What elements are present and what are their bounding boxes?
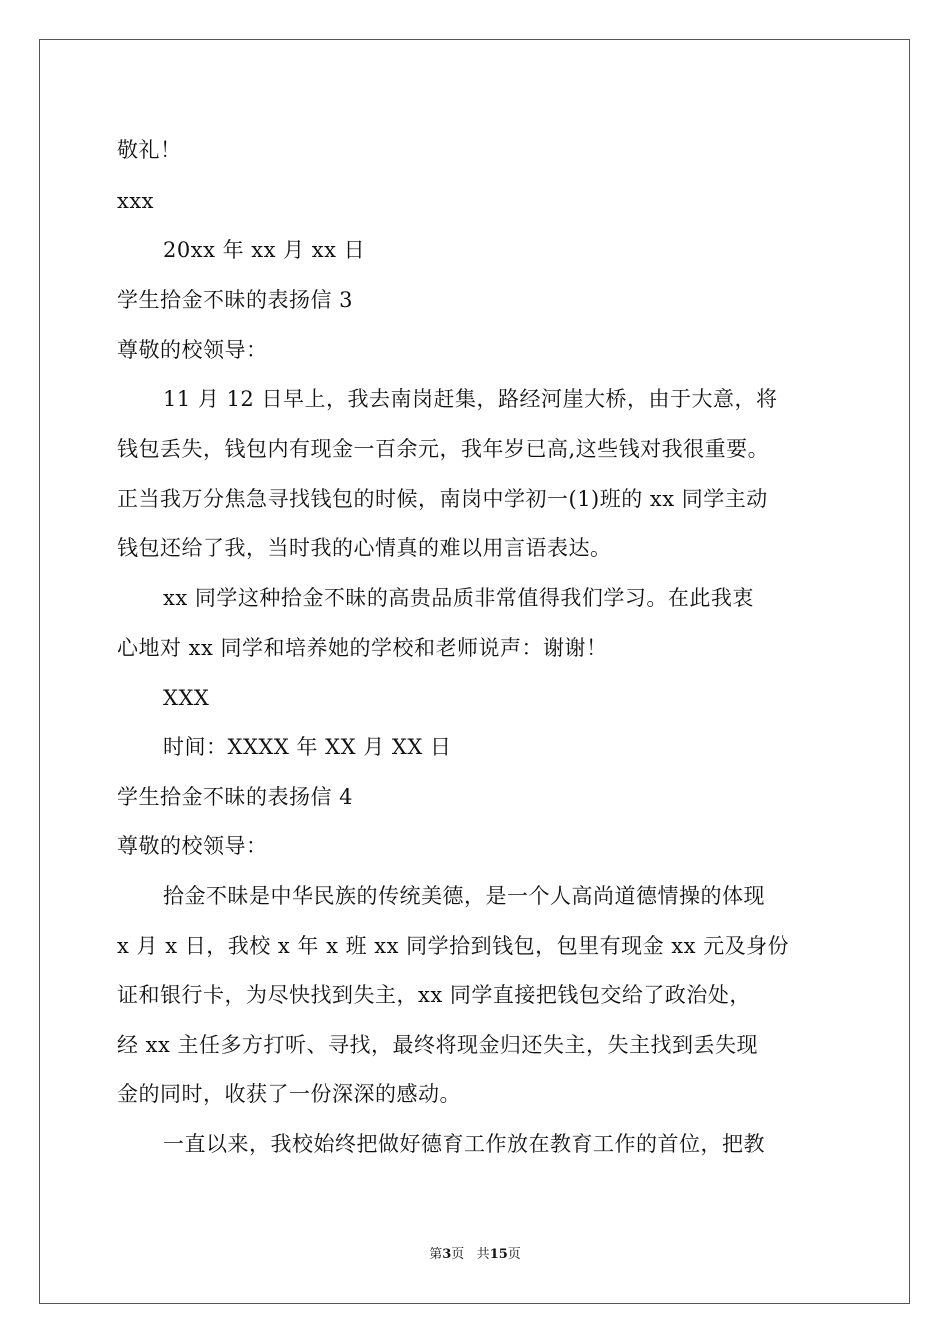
paragraph-line: 一直以来，我校始终把做好德育工作放在教育工作的首位，把教 (163, 1132, 765, 1156)
paragraph-line: x 月 x 日，我校 x 年 x 班 xx 同学拾到钱包，包里有现金 xx 元及身份 (117, 934, 790, 958)
footer-page-unit: 页 (451, 1247, 465, 1262)
paragraph-line: xx 同学这种拾金不昧的高贵品质非常值得我们学习。在此我衷 (163, 586, 754, 610)
signature-name: XXX (163, 686, 210, 710)
paragraph-line: 11 月 12 日早上，我去南岗赶集，路经河崖大桥，由于大意，将 (163, 387, 778, 411)
salutation: 尊敬的校领导： (117, 338, 268, 362)
footer-total-unit: 页 (507, 1247, 521, 1262)
page-border (39, 39, 910, 1304)
salutation: 尊敬的校领导： (117, 834, 268, 858)
page-footer (0, 1246, 950, 1264)
paragraph-line: 心地对 xx 同学和培养她的学校和老师说声：谢谢！ (117, 636, 608, 660)
signature-name: xxx (117, 189, 155, 213)
paragraph-line: 正当我万分焦急寻找钱包的时候，南岗中学初一(1)班的 xx 同学主动 (117, 487, 768, 511)
footer-prefix: 第 (429, 1247, 443, 1262)
paragraph-line: 证和银行卡，为尽快找到失主，xx 同学直接把钱包交给了政治处， (117, 983, 751, 1007)
paragraph-line: 钱包还给了我，当时我的心情真的难以用言语表达。 (117, 536, 612, 560)
footer-total-prefix: 共 (476, 1247, 490, 1262)
signature-date: 20xx 年 xx 月 xx 日 (163, 238, 366, 262)
paragraph-line: 金的同时，收获了一份深深的感动。 (117, 1082, 461, 1106)
page-number: 3 (442, 1247, 452, 1262)
paragraph-line: 拾金不昧是中华民族的传统美德，是一个人高尚道德情操的体现 (163, 884, 765, 908)
closing-salutation: 敬礼！ (117, 138, 182, 162)
section-heading-4: 学生拾金不昧的表扬信 4 (117, 785, 354, 809)
paragraph-line: 钱包丢失，钱包内有现金一百余元，我年岁已高,这些钱对我很重要。 (117, 437, 770, 461)
section-heading-3: 学生拾金不昧的表扬信 3 (117, 288, 354, 312)
paragraph-line: 经 xx 主任多方打听、寻找，最终将现金归还失主，失主找到丢失现 (117, 1033, 759, 1057)
total-pages: 15 (489, 1247, 508, 1262)
signature-date: 时间：XXXX 年 XX 月 XX 日 (163, 735, 452, 759)
